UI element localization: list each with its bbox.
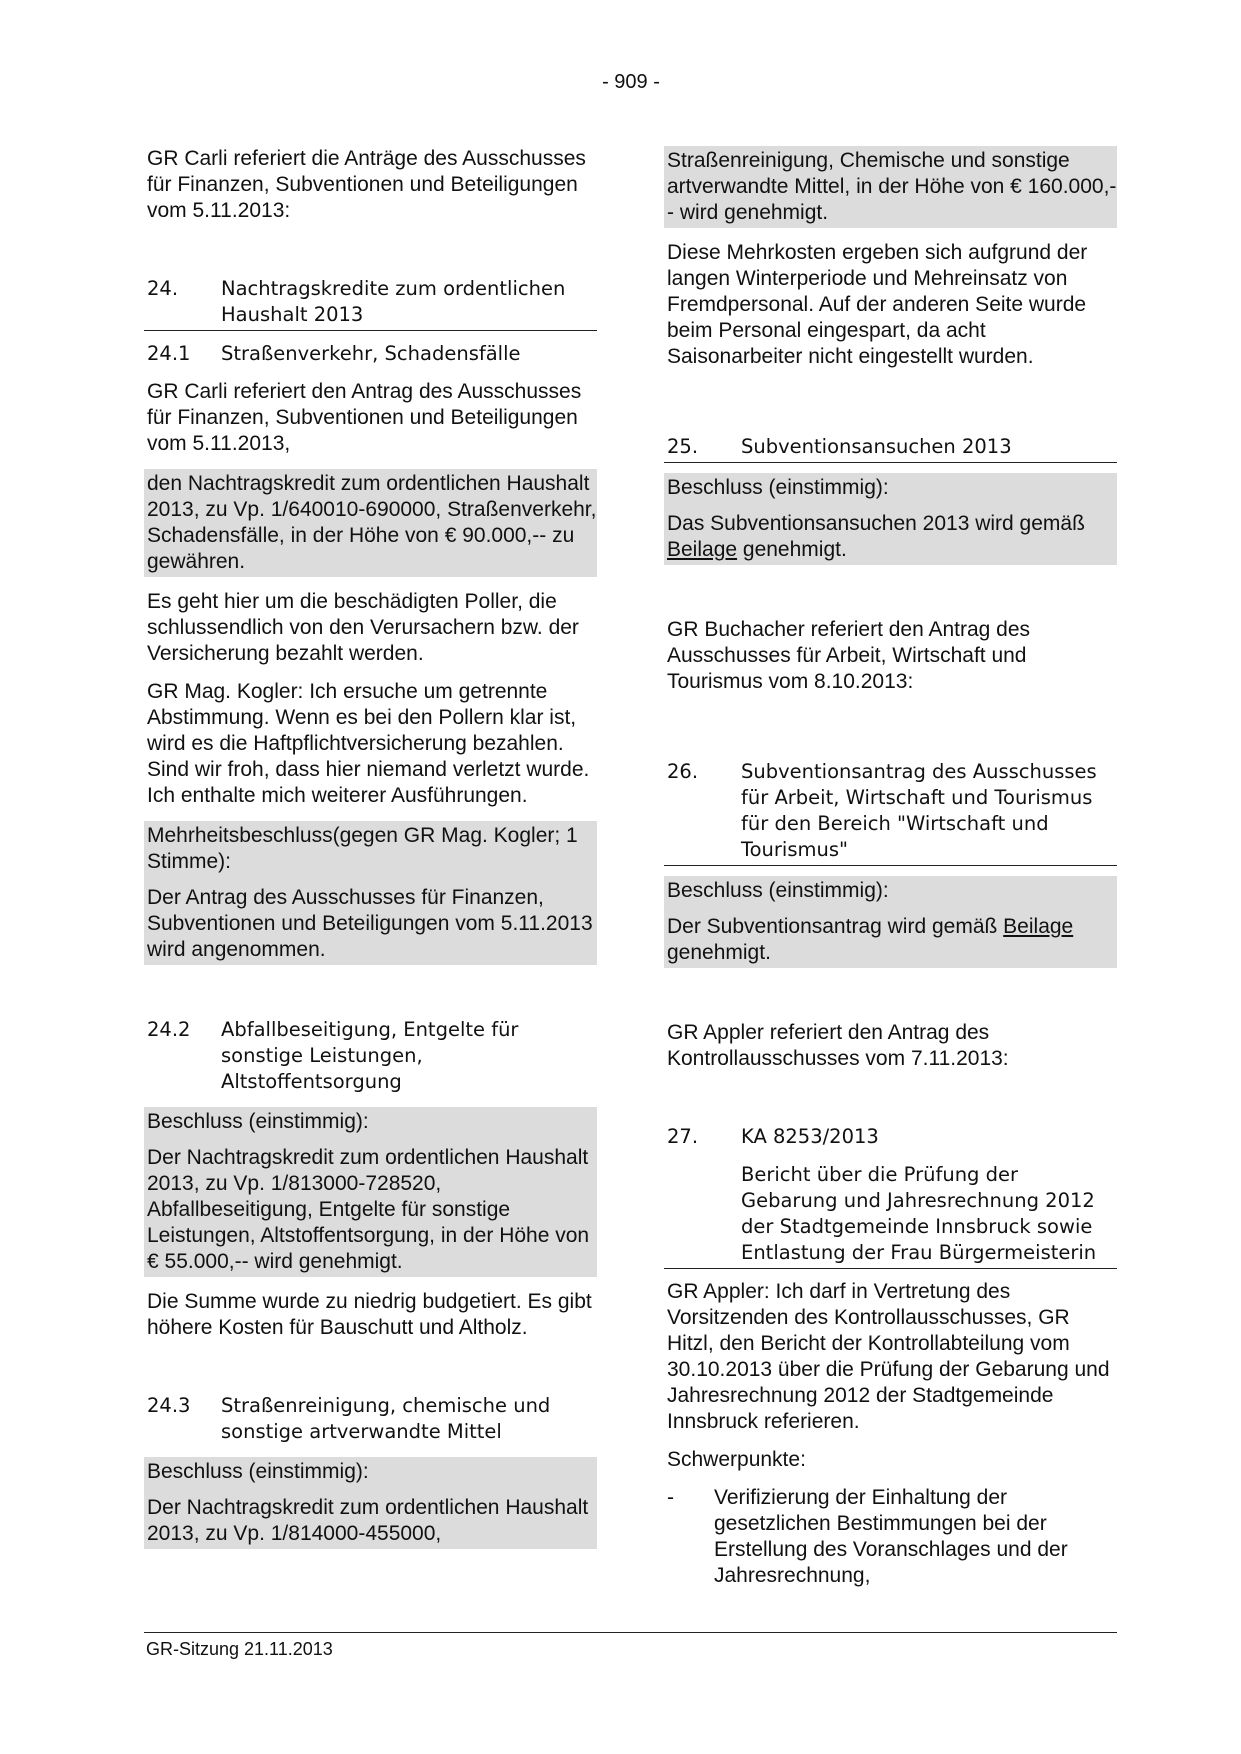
section-24-2-paragraph: Die Summe wurde zu niedrig budgetiert. Es gibt höhere Kosten für Bauschutt und Altholz. (147, 1290, 592, 1339)
page-number: - 909 - (602, 71, 660, 93)
section-26-decision-box (664, 876, 1117, 968)
decision-text: Der Subventionsantrag wird gemäß Beilage genehmigt. (667, 915, 1074, 964)
section-24-1-paragraph: Es geht hier um die beschädigten Poller, die schlussendlich von den Verursachern bzw. der Versicherung bezahlt werden. (147, 590, 579, 665)
section-24-1-heading (144, 341, 597, 367)
section-24-heading (144, 276, 597, 331)
buchacher-intro: GR Buchacher referiert den Antrag des Ausschusses für Arbeit, Wirtschaft und Tourismus vom 8.10.2013: (667, 618, 1031, 693)
section-24-2-decision-box (144, 1107, 597, 1277)
ka-number: KA 8253/2013 (741, 1125, 879, 1148)
decision-label: Beschluss (einstimmig): (147, 1110, 369, 1133)
decision-text: Der Antrag des Ausschusses für Finanzen, Subventionen und Beteiligungen vom 5.11.2013 wird angenommen. (147, 886, 593, 961)
section-number: 26. (667, 760, 699, 783)
appler-intro: GR Appler referiert den Antrag des Kontrollausschusses vom 7.11.2013: (667, 1021, 1009, 1070)
section-title: Subventionsantrag des Ausschusses für Arbeit, Wirtschaft und Tourismus für den Bereich "Wirtschaft und Tourismus" (741, 760, 1097, 861)
bullet-text: Verifizierung der Einhaltung der gesetzlichen Bestimmungen bei der Erstellung des Voranschlages und der Jahresrechnung, (714, 1486, 1068, 1587)
section-number: 24.2 (147, 1018, 191, 1041)
section-number: 25. (667, 435, 699, 458)
section-24-3-decision-continued (664, 146, 1117, 228)
decision-text: Der Nachtragskredit zum ordentlichen Haushalt 2013, zu Vp. 1/814000-455000, (147, 1496, 589, 1545)
footer-text: GR-Sitzung 21.11.2013 (146, 1639, 333, 1659)
right-column (664, 146, 1117, 1589)
motion-text: den Nachtragskredit zum ordentlichen Haushalt 2013, zu Vp. 1/640010-690000, Straßenverkehr, Schadensfälle, in der Höhe von € 90.000,-- zu gewähren. (147, 472, 597, 573)
decision-text: Straßenreinigung, Chemische und sonstige artverwandte Mittel, in der Höhe von € 160.000,-- wird genehmigt. (667, 149, 1117, 224)
section-24-3-heading (144, 1393, 597, 1445)
decision-label: Beschluss (einstimmig): (667, 879, 889, 902)
section-24-1-decision-box (144, 821, 597, 965)
kogler-statement: GR Mag. Kogler: Ich ersuche um getrennte Abstimmung. Wenn es bei den Pollern klar ist, wird es die Haftpflichtversicherung bezahlen. Sind wir froh, dass hier niemand verletzt wurde. Ich enthalte mich weiterer Ausführungen. (147, 680, 590, 807)
decision-label: Beschluss (einstimmig): (667, 476, 889, 499)
decision-label: Beschluss (einstimmig): (147, 1460, 369, 1483)
section-25-heading (664, 434, 1117, 463)
section-24-2-heading (144, 1017, 597, 1095)
decision-text: Das Subventionsansuchen 2013 wird gemäß Beilage genehmigt. (667, 512, 1085, 561)
section-24-3-decision-box (144, 1457, 597, 1549)
section-title: Bericht über die Prüfung der Gebarung und Jahresrechnung 2012 der Stadtgemeinde Innsbruck sowie Entlastung der Frau Bürgermeisterin (741, 1163, 1097, 1264)
section-24-1-intro: GR Carli referiert den Antrag des Ausschusses für Finanzen, Subventionen und Beteiligungen vom 5.11.2013, (147, 380, 582, 455)
beilage-link[interactable]: Beilage (1003, 915, 1074, 938)
decision-text: Der Nachtragskredit zum ordentlichen Haushalt 2013, zu Vp. 1/813000-728520, Abfallbeseitigung, Entgelte für sonstige Leistungen, Altstoffentsorgung, in der Höhe von € 55.000,-- wird genehmigt. (147, 1146, 590, 1273)
page-footer (144, 1632, 1117, 1660)
section-27-heading (664, 1124, 1117, 1150)
section-number: 24.1 (147, 342, 191, 365)
section-number: 24. (147, 277, 179, 300)
section-title: Abfallbeseitigung, Entgelte für sonstige Leistungen, Altstoffentsorgung (221, 1018, 519, 1093)
section-27-title (664, 1162, 1117, 1269)
section-24-3-paragraph: Diese Mehrkosten ergeben sich aufgrund der langen Winterperiode und Mehreinsatz von Fremdpersonal. Auf der anderen Seite wurde beim Personal eingespart, da acht Saisonarbeiter nicht eingestellt wurden. (667, 241, 1088, 368)
section-number: 27. (667, 1125, 699, 1148)
beilage-link[interactable]: Beilage (667, 538, 738, 561)
appler-statement: GR Appler: Ich darf in Vertretung des Vorsitzenden des Kontrollausschusses, GR Hitzl, den Bericht der Kontrollabteilung vom 30.10.2013 über die Prüfung der Gebarung und Jahresrechnung 2012 der Stadtgemeinde Innsbruck referieren. (667, 1280, 1110, 1433)
bullet-dash: - (667, 1486, 674, 1509)
section-title: Nachtragskredite zum ordentlichen Haushalt 2013 (221, 277, 566, 326)
decision-label: Mehrheitsbeschluss(gegen GR Mag. Kogler; 1 Stimme): (147, 824, 578, 873)
schwerpunkte-label: Schwerpunkte: (667, 1448, 806, 1471)
section-25-decision-box (664, 473, 1117, 565)
left-column (144, 146, 597, 1549)
intro-paragraph: GR Carli referiert die Anträge des Ausschusses für Finanzen, Subventionen und Beteiligungen vom 5.11.2013: (147, 147, 586, 222)
section-title: Straßenreinigung, chemische und sonstige artverwandte Mittel (221, 1394, 551, 1443)
section-number: 24.3 (147, 1394, 191, 1417)
section-26-heading (664, 759, 1117, 866)
list-item (664, 1485, 1117, 1589)
section-24-1-motion-box (144, 469, 597, 577)
section-title: Subventionsansuchen 2013 (741, 435, 1012, 458)
section-title: Straßenverkehr, Schadensfälle (221, 342, 521, 365)
